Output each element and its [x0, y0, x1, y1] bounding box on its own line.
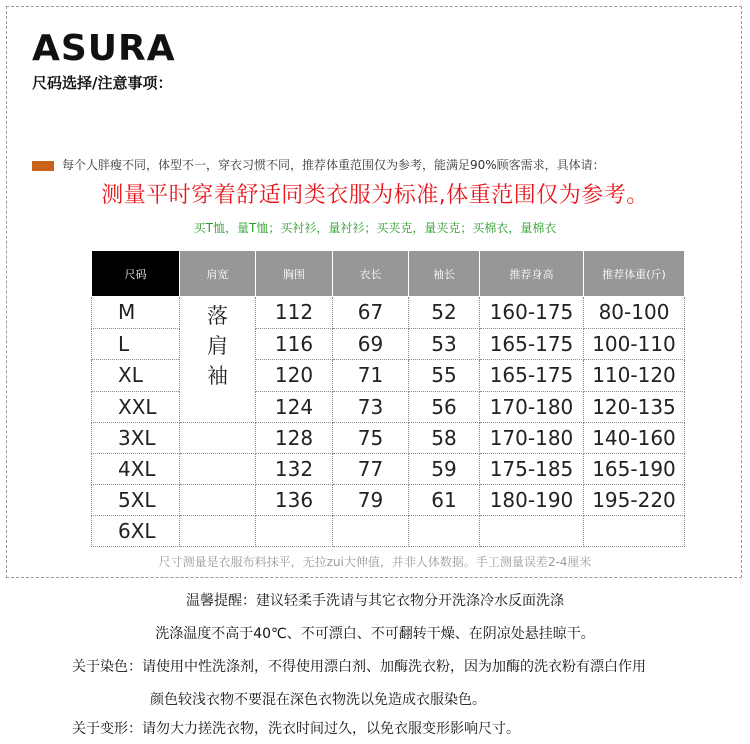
cell-chest: 116	[256, 328, 333, 360]
header-shoulder: 肩宽	[180, 251, 256, 297]
care-reminder-line: 温馨提醒：建议轻柔手洗请与其它衣物分开洗涤冷水反面洗涤	[186, 593, 564, 609]
cell-sleeve: 56	[409, 391, 480, 422]
header-size: 尺码	[92, 251, 180, 297]
cell-length: 69	[333, 328, 409, 360]
cell-sleeve: 52	[409, 297, 480, 329]
cell-chest: 120	[256, 360, 333, 392]
shoulder-note-char: 袖	[207, 364, 228, 388]
cell-sleeve: 61	[409, 484, 480, 515]
cell-length: 73	[333, 391, 409, 422]
cell-length: 71	[333, 360, 409, 392]
cell-length: 79	[333, 484, 409, 515]
cell-shoulder	[180, 515, 256, 546]
cell-length: 75	[333, 422, 409, 453]
cell-weight: 120-135	[584, 391, 685, 422]
cell-size: XXL	[92, 391, 180, 422]
table-row	[92, 422, 685, 453]
cell-length: 77	[333, 453, 409, 484]
section-subtitle: 尺码选择/注意事项：	[32, 74, 173, 92]
cell-shoulder-note	[180, 297, 256, 392]
cell-size: M	[92, 297, 180, 329]
care-dyeing-line-2: 颜色较浅衣物不要混在深色衣物洗以免造成衣服染色。	[150, 692, 486, 708]
table-row	[92, 453, 685, 484]
cell-height: 170-180	[480, 391, 584, 422]
cell-weight: 80-100	[584, 297, 685, 329]
notice-text: 每个人胖瘦不同，体型不一，穿衣习惯不同，推荐体重范围仅为参考，能满足90%顾客需求，具体请：	[62, 158, 605, 172]
cell-weight: 110-120	[584, 360, 685, 392]
cell-height: 165-175	[480, 328, 584, 360]
shoulder-note-char: 肩	[207, 334, 228, 358]
shoulder-note-char: 落	[207, 304, 228, 328]
cell-chest: 136	[256, 484, 333, 515]
cell-chest: 128	[256, 422, 333, 453]
cell-height: 165-175	[480, 360, 584, 392]
table-row	[92, 297, 685, 329]
cell-chest: 112	[256, 297, 333, 329]
header-sleeve: 袖长	[409, 251, 480, 297]
cell-chest	[256, 515, 333, 546]
measurement-footnote: 尺寸测量是衣服布料抹平，无拉zui大伸值，并非人体数据。手工测量误差2-4厘米	[158, 555, 592, 569]
header-chest: 胸围	[256, 251, 333, 297]
cell-chest: 124	[256, 391, 333, 422]
cell-weight: 140-160	[584, 422, 685, 453]
cell-shoulder	[180, 484, 256, 515]
cell-size: 4XL	[92, 453, 180, 484]
cell-weight: 165-190	[584, 453, 685, 484]
care-deformation-line: 关于变形：请勿大力搓洗衣物，洗衣时间过久，以免衣服变形影响尺寸。	[72, 721, 520, 737]
cell-size: 3XL	[92, 422, 180, 453]
header-weight: 推荐体重(斤)	[584, 251, 685, 297]
cell-sleeve: 58	[409, 422, 480, 453]
cell-size: 6XL	[92, 515, 180, 546]
cell-height: 160-175	[480, 297, 584, 329]
table-row	[92, 484, 685, 515]
cell-height	[480, 515, 584, 546]
header-height: 推荐身高	[480, 251, 584, 297]
care-temperature-line: 洗涤温度不高于40℃、不可漂白、不可翻转干燥、在阴凉处悬挂晾干。	[155, 626, 595, 642]
cell-weight	[584, 515, 685, 546]
headline-red: 测量平时穿着舒适同类衣服为标准,体重范围仅为参考。	[101, 183, 649, 208]
cell-length: 67	[333, 297, 409, 329]
cell-shoulder	[180, 391, 256, 422]
cell-length	[333, 515, 409, 546]
header-length: 衣长	[333, 251, 409, 297]
cell-size: 5XL	[92, 484, 180, 515]
care-dyeing-line: 关于染色：请使用中性洗涤剂，不得使用漂白剂、加酶洗衣粉，因为加酶的洗衣粉有漂白作用	[72, 659, 646, 675]
cell-size: XL	[92, 360, 180, 392]
measure-tip-green: 买T恤，量T恤；买衬衫，量衬衫；买夹克，量夹克；买棉衣，量棉衣	[193, 221, 557, 235]
cell-sleeve: 53	[409, 328, 480, 360]
size-table-header-row	[92, 251, 685, 297]
notice-line	[32, 156, 605, 173]
cell-weight: 100-110	[584, 328, 685, 360]
cell-height: 175-185	[480, 453, 584, 484]
cell-size: L	[92, 328, 180, 360]
table-row	[92, 391, 685, 422]
cell-sleeve: 59	[409, 453, 480, 484]
cell-height: 170-180	[480, 422, 584, 453]
cell-sleeve	[409, 515, 480, 546]
cell-shoulder	[180, 422, 256, 453]
size-chart-table	[91, 250, 685, 547]
cell-chest: 132	[256, 453, 333, 484]
cell-shoulder	[180, 453, 256, 484]
brand-logo-text: ASURA	[32, 28, 176, 69]
cell-height: 180-190	[480, 484, 584, 515]
cell-sleeve: 55	[409, 360, 480, 392]
notice-bar-icon	[32, 161, 54, 171]
table-row	[92, 515, 685, 546]
cell-weight: 195-220	[584, 484, 685, 515]
